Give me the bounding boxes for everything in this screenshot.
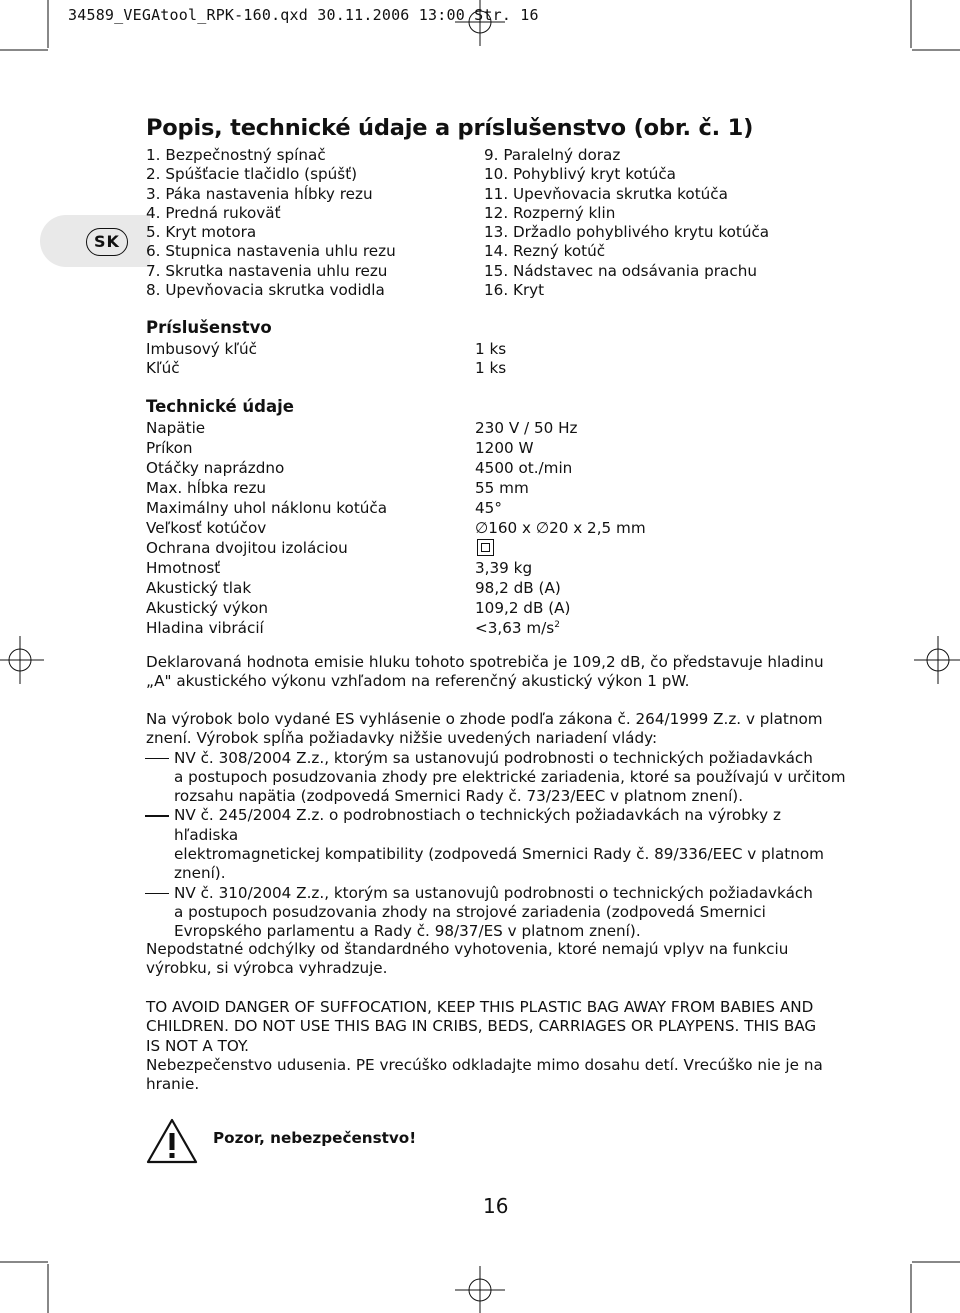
bag-warning [146, 998, 826, 1094]
parts-list-right [484, 146, 769, 300]
bag-warning-en: TO AVOID DANGER OF SUFFOCATION, KEEP THIS PLASTIC BAG AWAY FROM BABIES AND CHILDREN. DO NOT USE THIS BAG IN CRIBS, BEDS, CARRIAGES OR PLAYPENS. THIS BAG IS NOT A TOY. [146, 998, 817, 1055]
part-item: 11. Upevňovacia skrutka kotúča [484, 184, 728, 203]
part-item: 1. Bezpečnostný spínač [146, 146, 326, 164]
page-title: Popis, technické údaje a príslušenstvo (obr. č. 1) [146, 115, 754, 141]
spec-label: Hladina vibrácií [146, 619, 264, 637]
spec-label: Ochrana dvojitou izoláciou [146, 539, 348, 557]
part-item: 12. Rozperný klin [484, 203, 616, 222]
superscript: 2 [554, 619, 560, 630]
part-item: 13. Držadlo pohyblivého krytu kotúča [484, 223, 770, 242]
part-item: 5. Kryt motora [146, 223, 257, 242]
print-slug: 34589_VEGAtool_RPK-160.qxd 30.11.2006 13:00 Str. 16 [68, 6, 539, 24]
dash-bullet [145, 815, 169, 816]
spec-value: 230 V / 50 Hz [475, 419, 578, 437]
dash-bullet [145, 758, 169, 759]
part-item: 4. Predná rukoväť [146, 203, 281, 222]
conformity-line: rozsahu napätia (zodpovedá Smernici Rady č. 73/23/EEC v platnom znení). [174, 787, 744, 806]
conformity-line: elektromagnetickej kompatibility (zodpovedá Smernici Rady č. 89/336/EEC v platnom [174, 845, 824, 864]
spec-label: Veľkosť kotúčov [146, 519, 267, 537]
accessory-value: 1 ks [475, 340, 507, 358]
part-item: 8. Upevňovacia skrutka vodidla [146, 281, 385, 300]
accessories-heading: Príslušenstvo [146, 318, 272, 337]
double-insulation-icon [477, 539, 494, 558]
conformity-item [146, 884, 846, 942]
spec-value: 1200 W [475, 439, 534, 457]
spec-label: Max. hĺbka rezu [146, 479, 267, 497]
part-item: 15. Nádstavec na odsávania prachu [484, 261, 757, 280]
conformity-line: a postupoch posudzovania zhody pre elektrické zariadenia, ktoré sa používajú v určitom [174, 767, 846, 786]
bag-warning-sk: Nebezpečenstvo udusenia. PE vrecúško odkladajte mimo dosahu detí. Vrecúško nie je na hranie. [146, 1055, 823, 1094]
spec-value: 3,39 kg [475, 559, 533, 577]
part-item: 2. Spúšťacie tlačidlo (spúšť) [146, 165, 358, 184]
accessory-label: Kľúč [146, 359, 180, 377]
spec-value: <3,63 m/s [475, 619, 555, 637]
conformity-intro: Na výrobok bolo vydané ES vyhlásenie o zhode podľa zákona č. 264/1999 Z.z. v platnom znení. Výrobok spĺňa požiadavky nižšie uvedených nariadení vlády: [146, 710, 823, 748]
deviation-note-text: Nepodstatné odchýlky od štandardného vyhotovenia, ktoré nemajú vplyv na funkciu výrobku, si výrobca vyhradzuje. [146, 940, 789, 978]
parts-list-left [146, 146, 396, 300]
conformity-line: znení). [174, 864, 226, 883]
language-badge: SK [86, 228, 128, 256]
part-item: 9. Paralelný doraz [484, 146, 621, 164]
part-item: 3. Páka nastavenia hĺbky rezu [146, 184, 373, 203]
conformity-line: Evropského parlamentu a Rady č. 98/37/ES v platnom znení). [174, 922, 641, 941]
danger-label: Pozor, nebezpečenstvo! [213, 1129, 417, 1147]
spec-value: 55 mm [475, 479, 529, 497]
accessory-label: Imbusový kľúč [146, 340, 258, 358]
spec-value: 4500 ot./min [475, 459, 573, 477]
warning-triangle-icon [146, 1118, 198, 1164]
conformity-item [146, 806, 846, 883]
conformity-line: NV č. 245/2004 Z.z. o podrobnostiach o technických požiadavkách na výrobky z hľadiska [174, 806, 781, 844]
spec-label: Hmotnosť [146, 559, 221, 577]
page-number: 16 [483, 1194, 509, 1218]
conformity-line: a postupoch posudzovania zhody na strojové zariadenia (zodpovedá Smernici [174, 902, 766, 921]
conformity-block [146, 710, 846, 942]
spec-label: Príkon [146, 439, 193, 457]
noise-declaration-text: Deklarovaná hodnota emisie hluku tohoto spotrebiča je 109,2 dB, čo představuje hladinu „A" akustického výkonu vzhľadom na referenčný akustický výkon 1 pW. [146, 653, 824, 691]
spec-value: 45° [475, 499, 502, 517]
spec-value: 109,2 dB (A) [475, 599, 571, 617]
conformity-item [146, 749, 846, 807]
spec-label: Napätie [146, 419, 206, 437]
technical-heading: Technické údaje [146, 397, 294, 416]
noise-declaration [146, 653, 846, 692]
part-item: 10. Pohyblivý kryt kotúča [484, 165, 676, 184]
part-item: 16. Kryt [484, 281, 545, 300]
part-item: 6. Stupnica nastavenia uhlu rezu [146, 242, 396, 261]
deviation-note [146, 940, 806, 979]
spec-label: Akustický tlak [146, 579, 252, 597]
spec-label: Otáčky naprázdno [146, 459, 285, 477]
spec-value-vibration [475, 619, 560, 637]
dash-bullet [145, 893, 169, 894]
spec-value: ∅160 x ∅20 x 2,5 mm [475, 519, 646, 537]
conformity-line: NV č. 310/2004 Z.z., ktorým sa ustanovujû podrobnosti o technických požiadavkách [174, 883, 813, 902]
conformity-line: NV č. 308/2004 Z.z., ktorým sa ustanovujú podrobnosti o technických požiadavkách [174, 748, 813, 767]
spec-value: 98,2 dB (A) [475, 579, 561, 597]
part-item: 7. Skrutka nastavenia uhlu rezu [146, 261, 388, 280]
part-item: 14. Rezný kotúč [484, 242, 606, 261]
spec-label: Maximálny uhol náklonu kotúča [146, 499, 388, 517]
accessory-value: 1 ks [475, 359, 507, 377]
spec-label: Akustický výkon [146, 599, 268, 617]
